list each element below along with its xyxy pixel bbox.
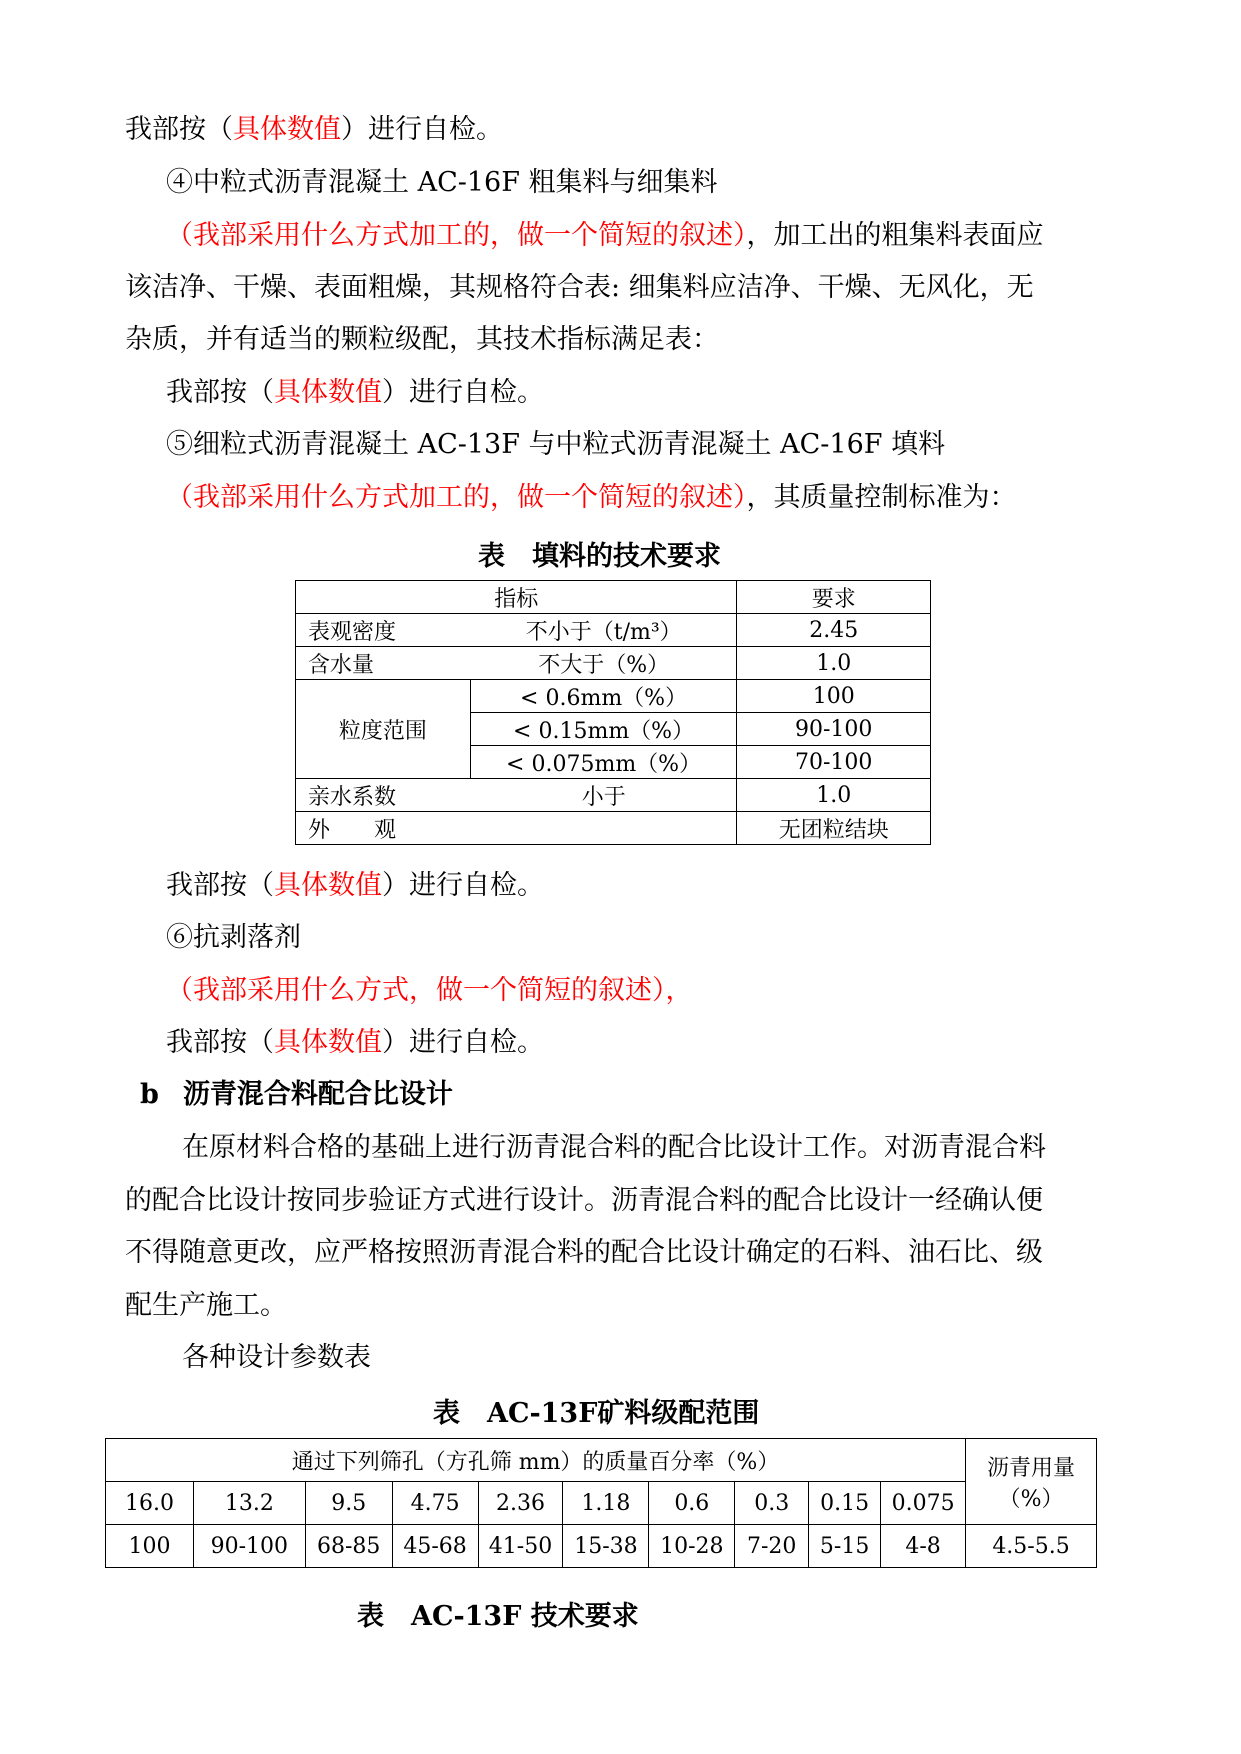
header-indicator: 指标 [296, 581, 737, 614]
placeholder-text: 具体数值 [274, 870, 382, 901]
table-row [296, 614, 931, 647]
table2-caption: 表 AC-13F矿料级配范围 [433, 1398, 760, 1429]
table-row [296, 779, 931, 812]
sieve-size: 4.75 [392, 1482, 478, 1525]
placeholder-text: （我部采用什么方式加工的，做一个简短的叙述） [166, 482, 747, 513]
ac13f-grading-table [105, 1438, 1097, 1568]
text-line-15: 不得随意更改，应严格按照沥青混合料的配合比设计确定的石料、油石比、级 [125, 1237, 1043, 1268]
row-condition: < 0.075mm（%） [470, 746, 737, 779]
passing-value: 45-68 [392, 1525, 478, 1568]
text-line-11: （我部采用什么方式，做一个简短的叙述）， [166, 975, 693, 1006]
passing-value: 10-28 [649, 1525, 735, 1568]
row-value: 1.0 [737, 647, 931, 680]
row-value: 1.0 [737, 779, 931, 812]
header-asphalt-line2: （%） [998, 1486, 1064, 1512]
passing-value: 90-100 [193, 1525, 305, 1568]
sieve-size: 16.0 [106, 1482, 194, 1525]
table3-caption: 表 AC-13F 技术要求 [357, 1601, 639, 1632]
text: ）进行自检。 [382, 377, 544, 408]
sieve-size: 2.36 [478, 1482, 563, 1525]
table-cell [296, 779, 737, 812]
sieve-size: 1.18 [563, 1482, 649, 1525]
row-name: 外 观 [296, 812, 737, 845]
row-value: 无团粒结块 [737, 812, 931, 845]
text: 我部按（ [166, 870, 274, 901]
row-name: 粒度范围 [296, 680, 471, 779]
text-line-5: 杂质，并有适当的颗粒级配，其技术指标满足表： [125, 324, 719, 355]
text-line-1 [125, 112, 503, 148]
passing-value: 5-15 [809, 1525, 881, 1568]
passing-value: 15-38 [563, 1525, 649, 1568]
text-line-13: 在原材料合格的基础上进行沥青混合料的配合比设计工作。对沥青混合料 [182, 1132, 1046, 1163]
text-line-14: 的配合比设计按同步验证方式进行设计。沥青混合料的配合比设计一经确认便 [125, 1185, 1043, 1216]
passing-value: 7-20 [735, 1525, 809, 1568]
heading-letter: b [140, 1079, 159, 1110]
header-requirement: 要求 [737, 581, 931, 614]
sieve-size: 0.075 [881, 1482, 966, 1525]
row-condition: 不小于（t/m³） [525, 619, 682, 645]
passing-value: 41-50 [478, 1525, 563, 1568]
filler-requirements-table [295, 580, 931, 845]
asphalt-value: 4.5-5.5 [966, 1525, 1097, 1568]
table-row [296, 812, 931, 845]
text-line-2: ④中粒式沥青混凝土 AC-16F 粗集料与细集料 [166, 167, 718, 198]
heading-text: 沥青混合料配合比设计 [182, 1079, 453, 1110]
row-name: 亲水系数 [308, 784, 397, 810]
sieve-size: 0.15 [809, 1482, 881, 1525]
sieve-size: 0.3 [735, 1482, 809, 1525]
text: ）进行自检。 [382, 1027, 544, 1058]
text: ）进行自检。 [341, 114, 503, 145]
table-row [296, 581, 931, 614]
placeholder-text: （我部采用什么方式加工的，做一个简短的叙述） [166, 220, 747, 251]
text-line-6 [166, 375, 544, 411]
text-line-12 [166, 1025, 544, 1061]
row-condition: < 0.15mm（%） [470, 713, 737, 746]
sieve-size: 13.2 [193, 1482, 305, 1525]
table-row [106, 1439, 1097, 1482]
row-condition: < 0.6mm（%） [470, 680, 737, 713]
header-asphalt-line1: 沥青用量 [987, 1455, 1076, 1481]
text-line-17: 各种设计参数表 [182, 1342, 371, 1373]
text: 我部按（ [166, 377, 274, 408]
table-row [296, 680, 931, 713]
table1-caption: 表 填料的技术要求 [478, 541, 721, 572]
text: 我部按（ [166, 1027, 274, 1058]
placeholder-text: 具体数值 [274, 377, 382, 408]
row-value: 90-100 [737, 713, 931, 746]
text-line-10: ⑥抗剥落剂 [166, 922, 301, 953]
placeholder-text: 具体数值 [274, 1027, 382, 1058]
row-value: 2.45 [737, 614, 931, 647]
text: ，其质量控制标准为： [746, 482, 1017, 513]
table-row [106, 1525, 1097, 1568]
row-condition: 小于 [581, 784, 626, 810]
header-passing: 通过下列筛孔（方孔筛 mm）的质量百分率（%） [106, 1439, 966, 1482]
passing-value: 4-8 [881, 1525, 966, 1568]
header-asphalt [966, 1439, 1097, 1525]
sieve-size: 9.5 [305, 1482, 392, 1525]
row-value: 100 [737, 680, 931, 713]
table-cell [296, 647, 737, 680]
placeholder-text: 具体数值 [233, 114, 341, 145]
row-value: 70-100 [737, 746, 931, 779]
passing-value: 68-85 [305, 1525, 392, 1568]
table-row [106, 1482, 1097, 1525]
text-line-4: 该洁净、干燥、表面粗燥，其规格符合表: 细集料应洁净、干燥、无风化，无 [125, 272, 1034, 303]
text: ）进行自检。 [382, 870, 544, 901]
row-name: 表观密度 [308, 619, 397, 645]
row-name: 含水量 [308, 652, 375, 678]
text: ，加工出的粗集料表面应 [746, 220, 1044, 251]
section-heading-b [140, 1077, 453, 1113]
text-line-9 [166, 868, 544, 904]
passing-value: 100 [106, 1525, 194, 1568]
text-line-7: ⑤细粒式沥青混凝土 AC-13F 与中粒式沥青混凝土 AC-16F 填料 [166, 429, 946, 460]
text-line-3 [166, 218, 1044, 254]
row-condition: 不大于（%） [538, 652, 670, 678]
text: 我部按（ [125, 114, 233, 145]
text-line-16: 配生产施工。 [125, 1290, 287, 1321]
table-cell [296, 614, 737, 647]
text-line-8 [166, 480, 1017, 516]
table-row [296, 647, 931, 680]
sieve-size: 0.6 [649, 1482, 735, 1525]
